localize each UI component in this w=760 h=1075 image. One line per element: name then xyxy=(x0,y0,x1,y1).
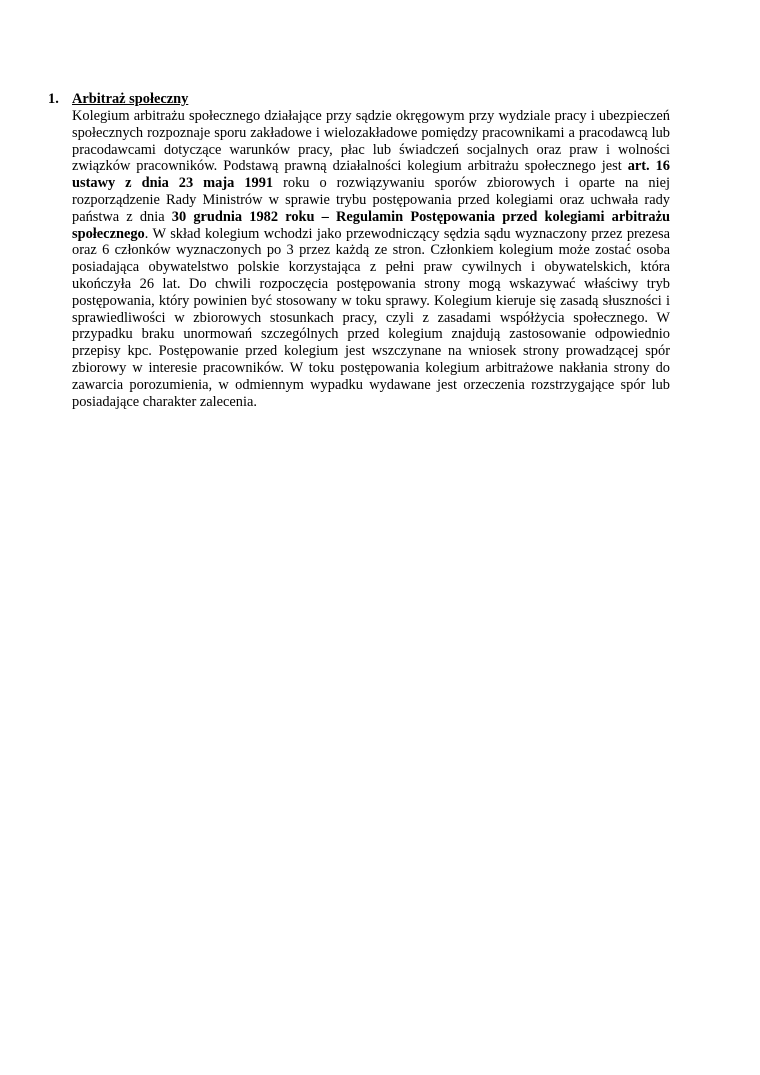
paragraph-bold-1: art. 16 ustawy z dnia 23 maja 1991 xyxy=(72,158,670,192)
section-heading xyxy=(48,90,670,108)
section-number: 1. xyxy=(48,91,59,107)
section-paragraph xyxy=(72,108,670,410)
section-title: Arbitraż społeczny xyxy=(72,91,189,107)
paragraph-text-3: . W skład kolegium wchodzi jako przewodniczący sędzia sądu wyznaczony przez prezesa oraz 6 członków wyznaczonych po 3 przez każdą ze stron. Członkiem kolegium może zostać osoba posiadająca obywatelstwo polskie korzystająca z pełni praw cywilnych i obywatelskich, która ukończyła 26 lat. Do chwili rozpoczęcia postępowania strony mogą wskazywać właściwy tryb postępowania, który powinien być stosowany w toku sprawy. Kolegium kieruje się zasadą słuszności i sprawiedliwości w zbiorowych stosunkach pracy, czyli z zasadami współżycia społecznego. W przypadku braku unormowań szczególnych przed kolegium znajdują zastosowanie odpowiednio przepisy kpc. Postępowanie przed kolegium jest wszczynane na wniosek strony prowadzącej spór zbiorowy w interesie pracowników. W toku postępowania kolegium arbitrażowe nakłania strony do zawarcia porozumienia, w odmiennym wypadku wydawane jest orzeczenia rozstrzygające spór lub posiadające charakter zalecenia. xyxy=(72,225,670,410)
paragraph-text-2: roku o rozwiązywaniu sporów zbiorowych i oparte na niej rozporządzenie Rady Ministrów w sprawie trybu postępowania przed kolegiami oraz uchwała rady państwa z dnia xyxy=(72,175,670,225)
paragraph-text-1: Kolegium arbitrażu społecznego działające przy sądzie okręgowym przy wydziale pracy i ubezpieczeń społecznych rozpoznaje sporu zakładowe i wielozakładowe pomiędzy pracownikami a pracodawcą lub pracodawcami dotyczące warunków pracy, płac lub świadczeń socjalnych oraz praw i wolności związków pracowników. Podstawą prawną działalności kolegium arbitrażu społecznego jest xyxy=(72,108,670,175)
paragraph-bold-2: 30 grudnia 1982 roku – Regulamin Postępowania przed kolegiami arbitrażu społecznego xyxy=(72,208,670,242)
section-arbitraz-spoleczny xyxy=(48,90,670,410)
